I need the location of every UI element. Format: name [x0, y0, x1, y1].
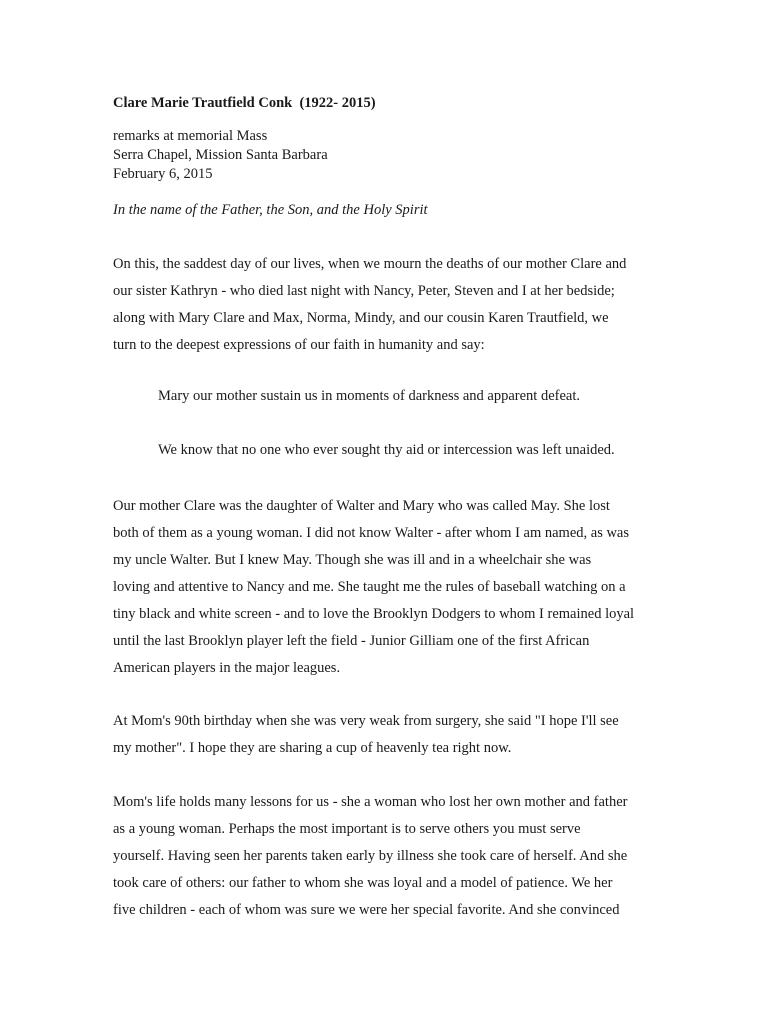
paragraph-line: my uncle Walter. But I knew May. Though she was ill and in a wheelchair she was: [113, 552, 592, 568]
paragraph-line: my mother". I hope they are sharing a cup of heavenly tea right now.: [113, 740, 512, 756]
paragraph-line: five children - each of whom was sure we were her special favorite. And she convinced: [113, 902, 620, 918]
paragraph-line: took care of others: our father to whom she was loyal and a model of patience. We her: [113, 875, 613, 891]
paragraph-line: Mom's life holds many lessons for us - she a woman who lost her own mother and father: [113, 794, 628, 810]
paragraph-line: At Mom's 90th birthday when she was very weak from surgery, she said "I hope I'll see: [113, 713, 619, 729]
paragraph-line: Our mother Clare was the daughter of Walter and Mary who was called May. She lost: [113, 498, 610, 514]
prayer-line-1: Mary our mother sustain us in moments of darkness and apparent defeat.: [158, 388, 581, 404]
meta-line: Serra Chapel, Mission Santa Barbara: [113, 147, 328, 163]
paragraph-line: American players in the major leagues.: [113, 660, 341, 676]
meta-line: February 6, 2015: [113, 166, 213, 182]
meta-line: remarks at memorial Mass: [113, 128, 268, 144]
paragraph-line: as a young woman. Perhaps the most important is to serve others you must serve: [113, 821, 581, 837]
paragraph-line: our sister Kathryn - who died last night with Nancy, Peter, Steven and I at her bedside;: [113, 283, 615, 299]
paragraph-line: until the last Brooklyn player left the field - Junior Gilliam one of the first African: [113, 633, 590, 649]
paragraph-lessons: [113, 789, 633, 924]
paragraph-line: along with Mary Clare and Max, Norma, Mindy, and our cousin Karen Trautfield, we: [113, 310, 609, 326]
paragraph-opening: [113, 251, 633, 359]
paragraph-line: On this, the saddest day of our lives, when we mourn the deaths of our mother Clare and: [113, 256, 627, 272]
paragraph-line: tiny black and white screen - and to love the Brooklyn Dodgers to whom I remained loyal: [113, 606, 635, 622]
paragraph-parents: [113, 493, 633, 682]
paragraph-line: loving and attentive to Nancy and me. She taught me the rules of baseball watching on a: [113, 579, 626, 595]
paragraph-line: yourself. Having seen her parents taken early by illness she took care of herself. And she: [113, 848, 628, 864]
paragraph-line: turn to the deepest expressions of our faith in humanity and say:: [113, 337, 485, 353]
prayer-line-2: We know that no one who ever sought thy aid or intercession was left unaided.: [158, 442, 615, 458]
document-title: Clare Marie Trautfield Conk (1922- 2015): [113, 95, 376, 111]
paragraph-birthday: [113, 708, 633, 762]
invocation-line: In the name of the Father, the Son, and the Holy Spirit: [113, 202, 428, 218]
document-meta: [113, 127, 328, 184]
paragraph-line: both of them as a young woman. I did not know Walter - after whom I am named, as was: [113, 525, 630, 541]
